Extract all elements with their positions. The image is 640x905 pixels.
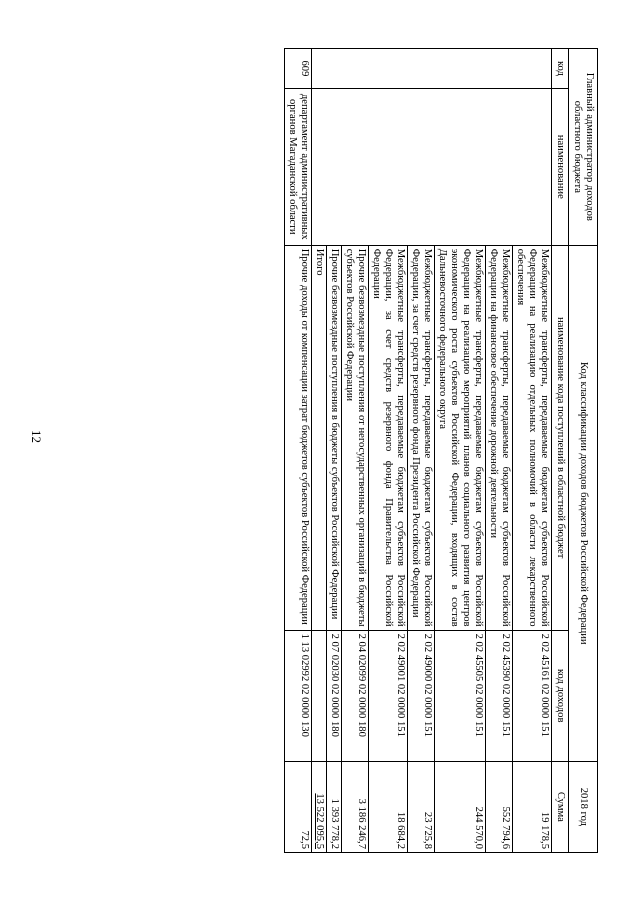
sum-cell: 244 570,0: [435, 761, 486, 852]
income-code-cell: 2 02 45505 02 0000 151: [435, 630, 486, 761]
header-year: 2018 год: [569, 761, 598, 852]
income-name-cell: Прочие безвозмездные поступления от негосударственных организаций в бюджеты субъектов Российской Федерации: [342, 245, 369, 630]
table-row: [513, 49, 552, 853]
table-row: [285, 49, 312, 853]
income-name-cell: Межбюджетные трансферты, передаваемые бюджетам субъектов Российской Федерации на реализацию отдельных полномочий в области лекарственного обеспечения: [513, 245, 552, 630]
header-col-name: наименование: [552, 88, 569, 245]
header-col-sum: Сумма: [552, 761, 569, 852]
income-code-cell: 2 07 02030 02 0000 180: [327, 630, 342, 761]
income-code-cell: 2 02 49000 02 0000 151: [408, 630, 435, 761]
income-name-cell: Прочие безвозмездные поступления в бюджеты субъектов Российской Федерации: [327, 245, 342, 630]
sum-cell: 23 725,8: [408, 761, 435, 852]
total-label: Итого: [312, 245, 327, 630]
income-code-cell: 2 02 45161 02 0000 151: [513, 630, 552, 761]
sum-cell: 552 794,6: [486, 761, 513, 852]
admin-name-cell: [312, 88, 552, 245]
header-col-income-code: код доходов: [552, 630, 569, 761]
income-name-cell: Межбюджетные трансферты, передаваемые бюджетам субъектов Российской Федерации, за счет средств резервного фонда Правительства Российской Федерации: [369, 245, 408, 630]
income-code-cell: 2 02 45390 02 0000 151: [486, 630, 513, 761]
admin-code-cell: [312, 49, 552, 89]
admin-name-cell: департамент административных органов Магаданской области: [285, 88, 312, 245]
admin-code-cell: 609: [285, 49, 312, 89]
sum-cell: 1 393 778,2: [327, 761, 342, 852]
total-sum: 13 522 095,5: [312, 761, 327, 852]
sum-cell: 18 684,2: [369, 761, 408, 852]
income-code-cell: 2 02 49001 02 0000 151: [369, 630, 408, 761]
income-name-cell: Межбюджетные трансферты, передаваемые бюджетам субъектов Российской Федерации, за счет средств резервного фонда Президента Российской Федерации: [408, 245, 435, 630]
header-classification-group: Код классификации доходов бюджетов Российской Федерации: [569, 245, 598, 761]
total-code-cell: [312, 630, 327, 761]
income-name-cell: Прочие доходы от компенсации затрат бюджетов субъектов Российской Федерации: [285, 245, 312, 630]
sum-cell: 72,5: [285, 761, 312, 852]
income-code-cell: 1 13 02992 02 0000 130: [285, 630, 312, 761]
sum-cell: 3 186 246,7: [342, 761, 369, 852]
header-admin-group: Главный администратор доходов областного бюджета: [569, 49, 598, 246]
page-number: 12: [29, 430, 44, 443]
header-col-code: код: [552, 49, 569, 89]
income-name-cell: Межбюджетные трансферты, передаваемые бюджетам субъектов Российской Федерации на реализацию мероприятий планов социального развития центров экономического роста субъектов Российской Федерации, входящих в состав Дальневосточного федерального округа: [435, 245, 486, 630]
income-code-cell: 2 04 02099 02 0000 180: [342, 630, 369, 761]
income-table: [284, 48, 598, 853]
header-col-income-name: наименование кода поступлений в областной бюджет: [552, 245, 569, 630]
sum-cell: 19 178,5: [513, 761, 552, 852]
income-name-cell: Межбюджетные трансферты, передаваемые бюджетам субъектов Российской Федерации на финансовое обеспечение дорожной деятельности: [486, 245, 513, 630]
